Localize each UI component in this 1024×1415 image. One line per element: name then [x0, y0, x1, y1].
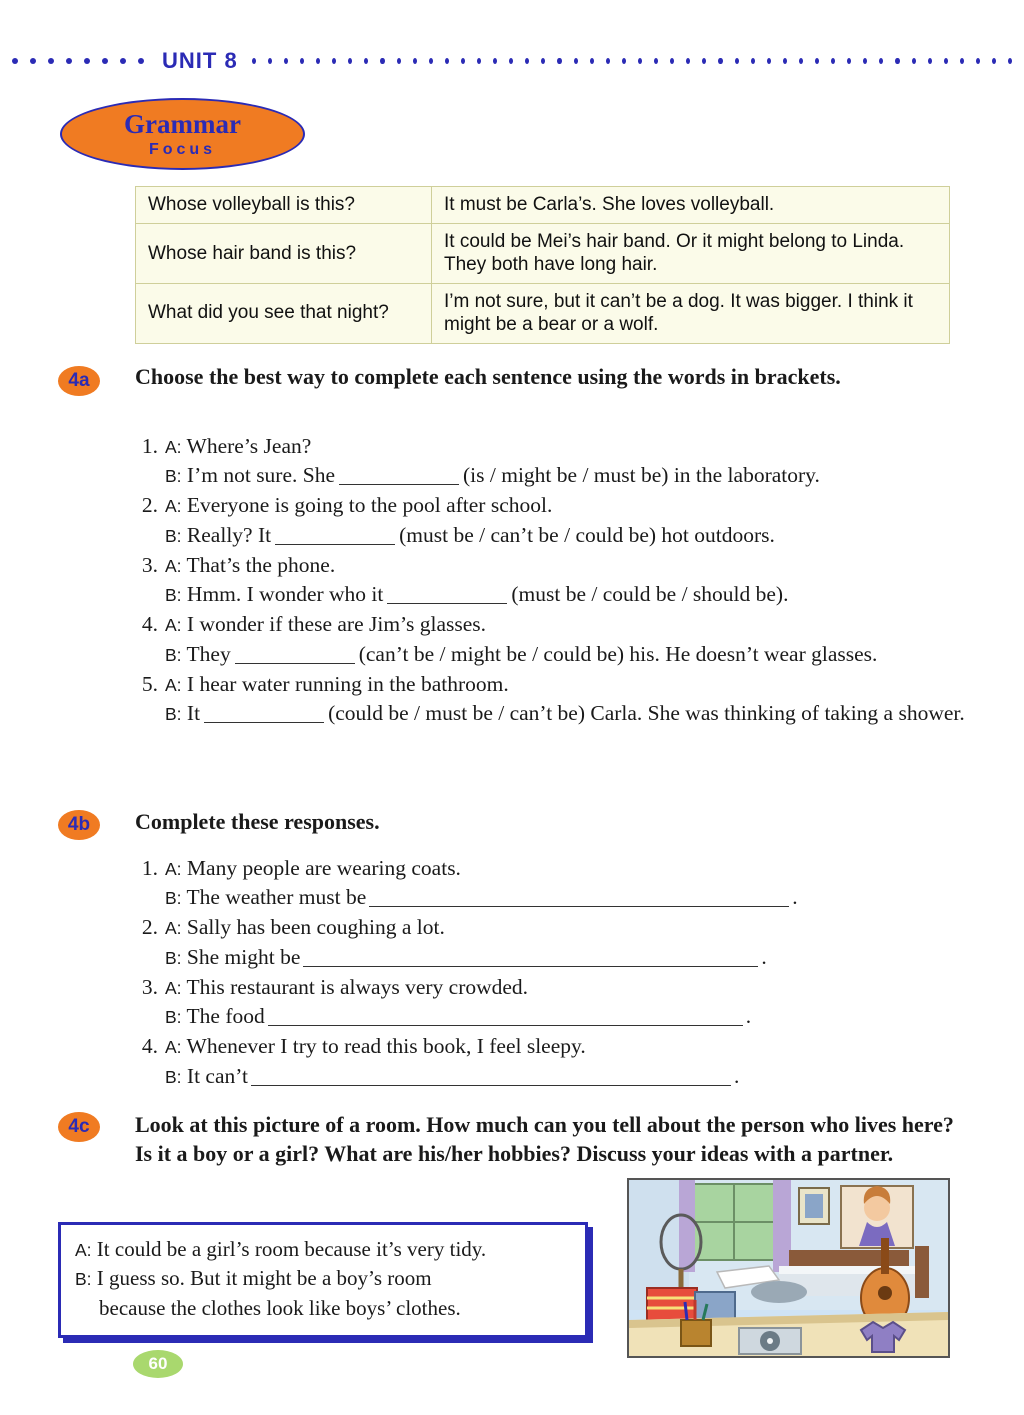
speaker-label: A:	[75, 1240, 92, 1260]
grammar-question: Whose volleyball is this?	[136, 187, 432, 224]
dialogue-line-a: It could be a girl’s room because it’s very tidy.	[96, 1237, 487, 1261]
speaker-label: A:	[165, 918, 182, 939]
list-item	[135, 491, 975, 549]
answer-suffix: (must be / can’t be / could be) hot outdoors.	[399, 522, 775, 547]
speaker-text: Many people are wearing coats.	[186, 856, 461, 880]
speaker-label: B:	[165, 585, 182, 606]
fill-in-blank[interactable]	[275, 530, 395, 545]
item-number: 5.	[141, 671, 158, 696]
answer-suffix: (is / might be / must be) in the laboratory.	[463, 463, 820, 488]
speaker-label: B:	[165, 888, 182, 909]
task-instruction-4a: Choose the best way to complete each sentence using the words in brackets.	[135, 364, 841, 389]
speaker-label: B:	[165, 1007, 182, 1028]
fill-in-blank[interactable]	[204, 708, 324, 723]
item-number: 3.	[141, 974, 158, 999]
table-row	[136, 187, 950, 224]
grammar-answer: It must be Carla’s. She loves volleyball.	[432, 187, 950, 224]
list-item	[135, 551, 975, 609]
task-number-4c: 4c	[58, 1112, 100, 1142]
answer-prefix: They	[186, 641, 231, 666]
list-item	[135, 432, 975, 490]
speaker-text: Everyone is going to the pool after school.	[186, 493, 553, 518]
fill-in-blank[interactable]	[303, 952, 758, 967]
answer-prefix: The food	[186, 1004, 265, 1029]
exercise-list-4a	[135, 432, 975, 729]
room-illustration-svg	[629, 1180, 948, 1356]
item-number: 4.	[141, 1034, 158, 1059]
speaker-label: B:	[75, 1269, 92, 1290]
answer-suffix: .	[745, 1004, 752, 1029]
header-dots-right	[252, 58, 1024, 64]
list-item	[135, 610, 975, 668]
table-row	[136, 284, 950, 344]
fill-in-blank[interactable]	[369, 892, 789, 907]
speaker-text: Sally has been coughing a lot.	[186, 915, 445, 940]
speaker-text: I wonder if these are Jim’s glasses.	[186, 612, 487, 637]
grammar-answer: I’m not sure, but it can’t be a dog. It was bigger. I think it might be a bear or a wolf.	[432, 284, 950, 344]
fill-in-blank[interactable]	[235, 649, 355, 664]
list-item	[135, 973, 975, 1031]
speaker-text: That’s the phone.	[186, 552, 336, 577]
fill-in-blank[interactable]	[251, 1071, 731, 1086]
grammar-focus-badge	[60, 98, 305, 170]
fill-in-blank[interactable]	[339, 470, 459, 485]
speaker-text: I hear water running in the bathroom.	[186, 671, 509, 696]
answer-prefix: Really? It	[186, 522, 272, 547]
grammar-focus-subtitle: Focus	[148, 140, 217, 158]
speaker-label: A:	[165, 859, 182, 879]
grammar-answer: It could be Mei’s hair band. Or it might belong to Linda. They both have long hair.	[432, 224, 950, 284]
speaker-label: A:	[165, 496, 182, 517]
dialogue-line-b-cont: because the clothes look like boys’ clothes.	[99, 1295, 461, 1320]
answer-suffix: (could be / must be / can’t be) Carla. She was thinking of taking a shower.	[328, 701, 965, 726]
speaker-label: B:	[165, 466, 182, 487]
answer-prefix: She might be	[186, 944, 301, 969]
speaker-text: This restaurant is always very crowded.	[186, 974, 529, 999]
item-number: 1.	[141, 856, 158, 880]
task-number-4a: 4a	[58, 366, 100, 396]
item-number: 4.	[141, 612, 158, 637]
exercise-list-4b	[135, 854, 975, 1092]
answer-suffix: .	[734, 1063, 740, 1088]
speaker-label: B:	[165, 1066, 182, 1087]
fill-in-blank[interactable]	[268, 1011, 743, 1026]
answer-suffix: (can’t be / might be / could be) his. He doesn’t wear glasses.	[358, 641, 878, 666]
task-instruction-4c: Look at this picture of a room. How much can you tell about the person who lives here? Is it a boy or a girl? What are his/her hobbies? Discuss your ideas with a partner.	[135, 1112, 954, 1167]
item-number: 2.	[141, 493, 158, 518]
grammar-focus-table	[135, 186, 950, 344]
answer-prefix: I’m not sure. She	[186, 463, 336, 488]
grammar-question: What did you see that night?	[136, 284, 432, 344]
unit-title: UNIT 8	[162, 48, 238, 73]
speaker-label: A:	[165, 977, 182, 998]
header-dots-left	[12, 58, 156, 64]
speaker-label: B:	[165, 525, 182, 546]
speaker-label: B:	[165, 704, 182, 725]
fill-in-blank[interactable]	[387, 589, 507, 604]
speaker-label: B:	[165, 644, 182, 665]
speaker-label: B:	[165, 947, 182, 968]
list-item	[135, 913, 975, 971]
grammar-focus-title: Grammar	[124, 108, 241, 139]
page-header	[0, 44, 1024, 78]
list-item	[135, 670, 975, 728]
answer-prefix: It can’t	[186, 1063, 249, 1088]
speaker-label: A:	[165, 674, 182, 695]
task-number-4b: 4b	[58, 810, 100, 840]
speaker-label: A:	[165, 1037, 182, 1058]
speaker-label: A:	[165, 615, 182, 636]
dialogue-line-b: I guess so. But it might be a boy’s room	[96, 1266, 432, 1291]
item-number: 3.	[141, 552, 158, 577]
page-number: 60	[133, 1350, 183, 1378]
answer-prefix: It	[186, 701, 201, 726]
list-item	[135, 854, 975, 912]
list-item	[135, 1032, 975, 1090]
grammar-question: Whose hair band is this?	[136, 224, 432, 284]
answer-suffix: (must be / could be / should be).	[511, 582, 789, 607]
table-row	[136, 224, 950, 284]
answer-suffix: .	[761, 944, 767, 969]
speaker-text: Where’s Jean?	[186, 434, 312, 458]
speaker-label: A:	[165, 437, 182, 457]
item-number: 1.	[141, 434, 158, 458]
answer-prefix: The weather must be	[186, 885, 367, 910]
dialogue-box	[58, 1222, 588, 1338]
answer-suffix: .	[792, 885, 798, 910]
answer-prefix: Hmm. I wonder who it	[186, 582, 384, 607]
speaker-text: Whenever I try to read this book, I feel sleepy.	[186, 1034, 586, 1059]
task-instruction-4b: Complete these responses.	[135, 809, 380, 834]
room-illustration	[627, 1178, 950, 1358]
speaker-label: A:	[165, 555, 182, 576]
item-number: 2.	[141, 915, 158, 940]
